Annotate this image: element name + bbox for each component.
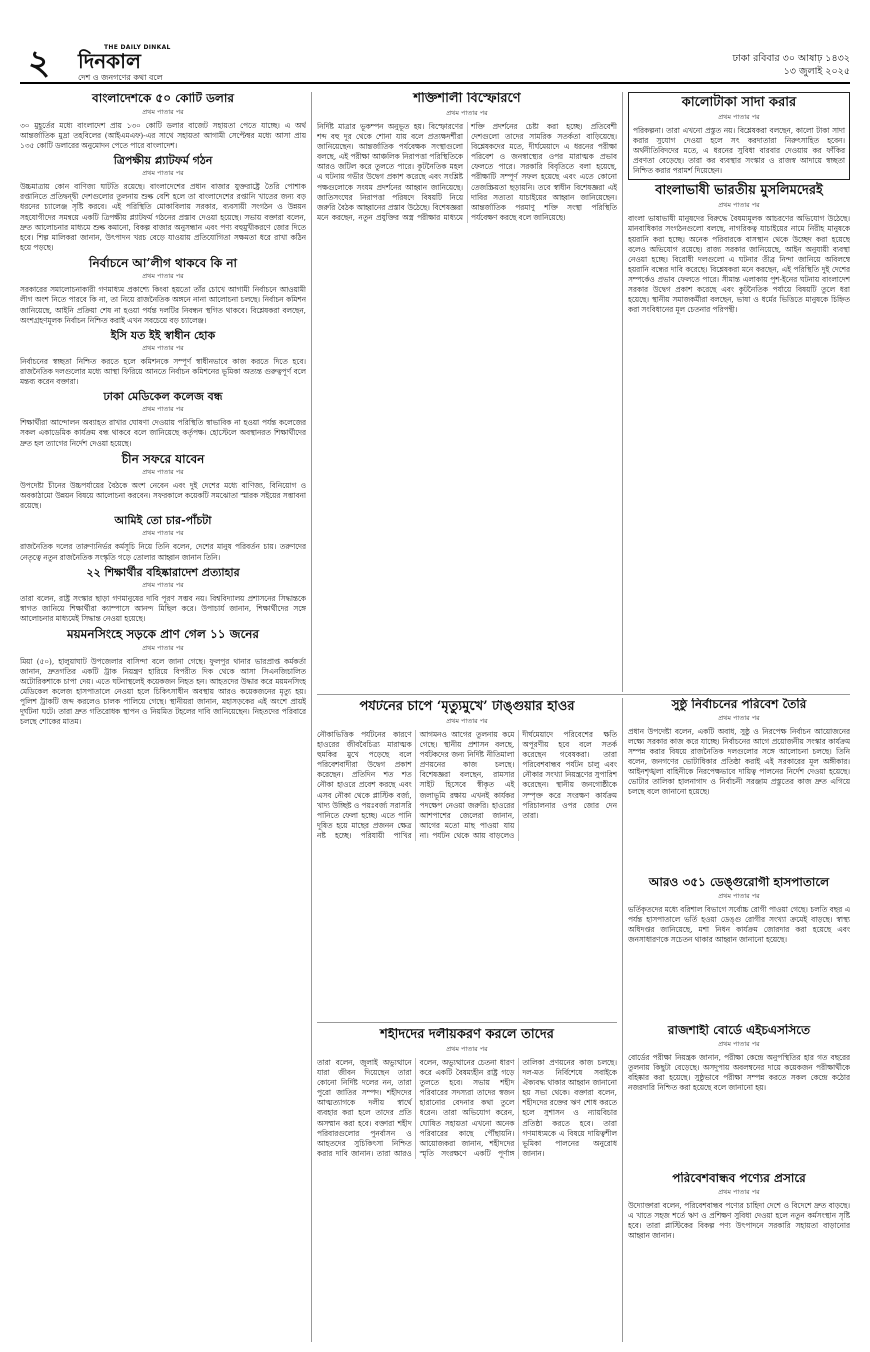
dateline	[733, 52, 850, 78]
byline: প্রথম পাতার পর	[446, 1044, 488, 1053]
byline: প্রথম পাতার পর	[446, 716, 488, 725]
byline: প্রথম পাতার পর	[142, 169, 184, 178]
article-bengali-muslims	[628, 184, 850, 315]
date-bengali: ঢাকা রবিবার ৩০ আষাঢ় ১৪৩২	[732, 53, 850, 64]
article-body: প্রধান উপদেষ্টা বলেন, একটি অবাধ, সুষ্ঠু ও নিরপেক্ষ নির্বাচন আয়োজনের লক্ষ্যে সরকার কাজ করে যাচ্ছে। নির্বাচনের আগে প্রয়োজনীয় সংস্কার কার্যক্রম সম্পন্ন করার বিষয়ে রাজনৈতিক দলগুলোর সঙ্গে আলোচনা চলছে। তিনি বলেন, জনগণের ভোটাধিকার প্রতিষ্ঠা করাই এই সরকারের মূল অঙ্গীকার। আইনশৃঙ্খলা বাহিনীকে নিরপেক্ষভাবে দায়িত্ব পালনের নির্দেশ দেওয়া হয়েছে। ভোটার তালিকা হালনাগাদ ও নির্বাচনী সরঞ্জাম প্রস্তুতের কাজ দ্রুত এগিয়ে চলছে বলে জানানো হয়েছে।	[628, 726, 850, 797]
masthead	[20, 44, 850, 84]
byline: প্রথম পাতার পর	[142, 405, 184, 414]
subhead: চীন সফরে যাবেন	[121, 451, 205, 466]
article-tripartite-platform	[20, 154, 306, 253]
article-body: নির্বাচনের স্বচ্ছতা নিশ্চিত করতে হলে কমিশনকে সম্পূর্ণ স্বাধীনভাবে কাজ করতে দিতে হবে। রাজনৈতিক দলগুলোর মধ্যে আস্থা ফিরিয়ে আনতে নির্বাচন কমিশনের ভূমিকা অত্যন্ত গুরুত্বপূর্ণ বলে মন্তব্য করেন বক্তারা।	[20, 356, 306, 387]
article-body: নৌকাভিত্তিক পর্যটনের কারণে হাওরের জীববৈচিত্র্য মারাত্মক হুমকির মুখে পড়েছে বলে পরিবেশবাদীরা উদ্বেগ প্রকাশ করেছেন। প্রতিদিন শত শত নৌকা হাওরে প্রবেশ করছে এবং এসব নৌকা থেকে প্লাস্টিক বর্জ্য, খাদ্য উচ্ছিষ্ট ও পয়ঃবর্জ্য সরাসরি পানিতে ফেলা হচ্ছে। এতে পানি দূষিত হয়ে মাছের প্রজনন ক্ষেত্র নষ্ট হচ্ছে। পরিযায়ী পাখির আগমনও আগের তুলনায় কমে গেছে। স্থানীয় প্রশাসন বলছে, পর্যটকদের জন্য নির্দিষ্ট নীতিমালা প্রণয়নের কাজ চলছে। বিশেষজ্ঞরা বলছেন, রামসার সাইট হিসেবে স্বীকৃত এই জলাভূমি রক্ষায় এখনই কার্যকর পদক্ষেপ নেওয়া জরুরি। হাওরের আশপাশের জেলেরা জানান, আগের মতো মাছ পাওয়া যায় না। পর্যটন থেকে আয় বাড়লেও দীর্ঘমেয়াদে পরিবেশের ক্ষতি অপূরণীয় হবে বলে সতর্ক করেছেন গবেষকরা। তারা পরিবেশবান্ধব পর্যটন চালু এবং নৌকার সংখ্যা নিয়ন্ত্রণের সুপারিশ করেছেন। স্থানীয় জনগোষ্ঠীকে সম্পৃক্ত করে সংরক্ষণ কার্যক্রম পরিচালনার ওপর জোর দেন তারা।	[317, 729, 617, 840]
column-divider	[311, 92, 312, 1342]
article-body: তারা বলেন, রাষ্ট্র সংস্কার ছাড়া গণমানুষের দাবি পূরণ সম্ভব নয়। বিশ্ববিদ্যালয় প্রশাসনের সিদ্ধান্তকে স্বাগত জানিয়ে শিক্ষার্থীরা ক্যাম্পাসে আনন্দ মিছিল করে। উপাচার্য জানান, শিক্ষার্থীদের সঙ্গে আলোচনার মাধ্যমেই সিদ্ধান্ত নেওয়া হয়েছে।	[20, 593, 306, 624]
right-column	[628, 92, 850, 692]
subhead: আমিই তো চার-পাঁচটা	[114, 514, 212, 528]
article-tanguar-haor	[317, 700, 617, 1020]
article-independent	[20, 329, 306, 387]
article-body: তারা বলেন, জুলাই অভ্যুত্থানে যারা জীবন দিয়েছেন তারা কোনো নির্দিষ্ট দলের নন, তারা পুরো জাতির সম্পদ। শহীদদের আত্মত্যাগকে দলীয় স্বার্থে ব্যবহার করা হলে তাদের প্রতি অসম্মান করা হবে। বক্তারা শহীদ পরিবারগুলোর পুনর্বাসন ও আহতদের সুচিকিৎসা নিশ্চিত করার দাবি জানান। তারা আরও বলেন, অভ্যুত্থানের চেতনা ধারণ করে একটি বৈষম্যহীন রাষ্ট্র গড়ে তুলতে হবে। সভায় শহীদ পরিবারের সদস্যরা তাদের স্বজন হারানোর বেদনার কথা তুলে ধরেন। তারা অভিযোগ করেন, ঘোষিত সহায়তা এখনো অনেক পরিবারের কাছে পৌঁছায়নি। আয়োজকরা জানান, শহীদদের স্মৃতি সংরক্ষণে একটি পূর্ণাঙ্গ তালিকা প্রণয়নের কাজ চলছে। দল-মত নির্বিশেষে সবাইকে ঐক্যবদ্ধ থাকার আহ্বান জানানো হয় সভা থেকে। বক্তারা বলেন, শহীদদের রক্তের ঋণ শোধ করতে হলে সুশাসন ও ন্যায়বিচার প্রতিষ্ঠা করতে হবে। তারা গণমাধ্যমকে এ বিষয়ে দায়িত্বশীল ভূমিকা পালনের অনুরোধ জানান।	[317, 1057, 617, 1158]
byline: প্রথম পাতার পর	[446, 108, 488, 117]
byline: প্রথম পাতার পর	[142, 107, 184, 116]
article-body: রাজনৈতিক দলের তারুণ্যনির্ভর কর্মসূচি নিয়ে তিনি বলেন, দেশের মানুষ পরিবর্তন চায়। তরুণদের নেতৃত্বে নতুন রাজনৈতিক সংস্কৃতি গড়ে তোলার আহ্বান জানান তিনি।	[20, 542, 306, 562]
article-body: নির্দিষ্ট মাত্রার ভূকম্পন অনুভূত হয়। বিস্ফোরণের শব্দ বহু দূর থেকে শোনা যায় বলে প্রত্যক্ষদর্শীরা জানিয়েছেন। আন্তর্জাতিক পর্যবেক্ষক সংস্থাগুলো বলছে, এই পরীক্ষা আঞ্চলিক নিরাপত্তা পরিস্থিতিকে আরও জটিল করে তুলতে পারে। কূটনৈতিক মহল এ ঘটনায় গভীর উদ্বেগ প্রকাশ করেছে এবং সংশ্লিষ্ট পক্ষগুলোকে সংযম প্রদর্শনের আহ্বান জানিয়েছে। জাতিসংঘের নিরাপত্তা পরিষদে বিষয়টি নিয়ে জরুরি বৈঠক আহ্বানের প্রস্তাব উঠেছে। বিশেষজ্ঞরা মনে করছেন, নতুন প্রযুক্তির অস্ত্র পরীক্ষার মাধ্যমে শক্তি প্রদর্শনের চেষ্টা করা হচ্ছে। প্রতিবেশী দেশগুলো তাদের সামরিক সতর্কতা বাড়িয়েছে। বিশ্লেষকদের মতে, দীর্ঘমেয়াদে এ ধরনের পরীক্ষা পরিবেশ ও জনস্বাস্থ্যের ওপর মারাত্মক প্রভাব ফেলতে পারে। সরকারি বিবৃতিতে বলা হয়েছে, পরীক্ষাটি সম্পূর্ণ সফল হয়েছে এবং এতে কোনো তেজস্ক্রিয়তা ছড়ায়নি। তবে স্বাধীন বিশেষজ্ঞরা এই দাবির সত্যতা যাচাইয়ের আহ্বান জানিয়েছেন। আন্তর্জাতিক পরমাণু শক্তি সংস্থা পরিস্থিতি পর্যবেক্ষণ করছে বলে জানিয়েছে।	[317, 121, 617, 222]
article-body: ভর্তিকৃতদের মধ্যে বরিশাল বিভাগে সর্বোচ্চ রোগী পাওয়া গেছে। চলতি বছর এ পর্যন্ত হাসপাতালে ভর্তি হওয়া ডেঙ্গু রোগীর সংখ্যা ক্রমেই বাড়ছে। স্বাস্থ্য অধিদপ্তর জানিয়েছে, মশা নিধন কার্যক্রম জোরদার করা হয়েছে এবং জনসাধারণকে সচেতন থাকার আহ্বান জানানো হয়েছে।	[628, 904, 850, 945]
article-body: সরকারের সমালোচনাকারী গণমাধ্যম প্রকাশ্যে কিংবা হয়তো তাঁর চোখে আগামী নির্বাচনে আওয়ামী লীগ অংশ নিতে পারবে কি না, তা নিয়ে রাজনৈতিক অঙ্গনে নানা আলোচনা চলছে। নির্বাচন কমিশন জানিয়েছে, আইনি প্রক্রিয়া শেষ না হওয়া পর্যন্ত দলটির নিবন্ধন স্থগিত থাকবে। বিশ্লেষকরা বলছেন, অংশগ্রহণমূলক নির্বাচন নিশ্চিত করাই এখন সবচেয়ে বড় চ্যালেঞ্জ।	[20, 285, 306, 325]
subhead: ত্রিপক্ষীয় প্ল্যাটফর্ম গঠন	[113, 154, 213, 168]
article-powerful-explosion	[317, 92, 617, 692]
byline: প্রথম পাতার পর	[142, 580, 184, 589]
article-awami-league-election	[20, 256, 306, 326]
section-divider	[317, 694, 850, 695]
headline: শক্তিশালী বিস্ফোরণে	[413, 92, 521, 106]
subhead: ইসি যত ইই স্বাধীন হোক	[110, 328, 216, 342]
headline: রাজশাহী বোর্ডে এইচএসসিতে	[667, 1024, 811, 1037]
byline: প্রথম পাতার পর	[718, 112, 760, 121]
section-divider	[317, 1022, 617, 1023]
logo-english: THE DAILY DINKAL	[104, 44, 171, 51]
column-divider	[622, 698, 623, 1342]
article-black-money	[628, 92, 850, 180]
article-body: ৩০ মুহূর্তের মধ্যে বাংলাদেশ প্রায় ১৩০ কোটি ডলার বাজেট সহায়তা পেতে যাচ্ছে। এ অর্থ আন্তর্জাতিক মুদ্রা তহবিলের (আইএমএফ)-এর সাথে সহায়তা আগামী সেপ্টেম্বর মধ্যে আসা প্রায় ১৩৫ কোটি ডলারের অনুমোদন পেতে পারে বাংলাদেশ।	[20, 120, 306, 150]
article-rajshahi-board	[628, 1024, 850, 1164]
article-dengue	[628, 876, 850, 1016]
left-column	[20, 92, 306, 1342]
date-english: ১৩ জুলাই ২০২৫	[783, 66, 850, 77]
article-body: উদ্যোক্তারা বলেন, পরিবেশবান্ধব পণ্যের চাহিদা দেশে ও বিদেশে দ্রুত বাড়ছে। এ খাতে সহজ শর্তে ঋণ ও প্রশিক্ষণ সুবিধা দেওয়া হলে নতুন কর্মসংস্থান সৃষ্টি হবে। তারা প্লাস্টিকের বিকল্প পণ্য উৎপাদনে সরকারি সহায়তা বাড়ানোর আহ্বান জানান।	[628, 1200, 850, 1241]
headline: আরও ৩৫১ ডেঙ্গুরোগী হাসপাতালে	[648, 876, 830, 889]
byline: প্রথম পাতার পর	[718, 1187, 760, 1196]
headline: পরিবেশবান্ধব পণ্যের প্রসারে	[672, 1172, 806, 1185]
article-martyrs	[317, 1028, 617, 1342]
headline: সুষ্ঠু নির্বাচনের পরিবেশ তৈরি	[671, 698, 807, 711]
byline: প্রথম পাতার পর	[142, 529, 184, 538]
byline: প্রথম পাতার পর	[718, 201, 760, 210]
article-body: বাংলা ভাষাভাষী মানুষদের বিরুদ্ধে বৈষম্যমূলক আচরণের অভিযোগ উঠেছে। মানবাধিকার সংগঠনগুলো বলছে, নাগরিকত্ব যাচাইয়ের নামে নিরীহ মানুষকে হয়রানি করা হচ্ছে। অনেক পরিবারকে বাসস্থান থেকে উচ্ছেদ করা হয়েছে বলেও অভিযোগ রয়েছে। রাজ্য সরকার জানিয়েছে, আইন অনুযায়ী ব্যবস্থা নেওয়া হচ্ছে। বিরোধী দলগুলো এ ঘটনার তীব্র নিন্দা জানিয়ে অবিলম্বে হয়রানি বন্ধের দাবি করেছে। বিশ্লেষকরা মনে করছেন, এই পরিস্থিতি দুই দেশের সম্পর্কেও প্রভাব ফেলতে পারে। সীমান্ত এলাকায় পুশ-ইনের ঘটনায় বাংলাদেশ সরকার উদ্বেগ প্রকাশ করেছে এবং কূটনৈতিক পর্যায়ে বিষয়টি তুলে ধরা হয়েছে। স্থানীয় সমাজকর্মীরা বলছেন, ভাষা ও ধর্মের ভিত্তিতে মানুষকে চিহ্নিত করা সংবিধানের মূল চেতনার পরিপন্থী।	[628, 214, 850, 315]
byline: প্রথম পাতার পর	[142, 272, 184, 281]
article-education	[20, 566, 306, 624]
article-body: মিয়া (৫০), হালুয়াঘাট উপজেলার বাসিন্দা বলে জানা গেছে। ফুলপুর থানার ভারপ্রাপ্ত কর্মকর্তা জানান, দ্রুতগতির একটি ট্রাক নিয়ন্ত্রণ হারিয়ে বিপরীত দিক থেকে আসা সিএনজিচালিত অটোরিকশাকে চাপা দেয়। এতে ঘটনাস্থলেই কয়েকজন নিহত হন। আহতদের উদ্ধার করে ময়মনসিংহ মেডিকেল কলেজ হাসপাতালে নেওয়া হলে চিকিৎসাধীন অবস্থায় আরও কয়েকজনের মৃত্যু হয়। পুলিশ ট্রাকটি জব্দ করলেও চালক পালিয়ে গেছে। স্থানীয়রা জানান, মহাসড়কের এই অংশে প্রায়ই দুর্ঘটনা ঘটে। তারা দ্রুত গতিরোধক স্থাপন ও নিয়মিত টহলের দাবি জানিয়েছেন। নিহতদের পরিবারে চলছে শোকের মাতম।	[20, 656, 306, 727]
column-divider	[622, 92, 623, 692]
subhead: ২২ শিক্ষার্থীর বহিষ্কারাদেশ প্রত্যাহার	[86, 565, 240, 579]
slogan: দেশ ও জনগণের কথা বলে	[78, 73, 163, 82]
article-dhaka-medical	[20, 390, 306, 448]
headline: কালোটাকা সাদা করার	[681, 95, 797, 110]
subhead: ঢাকা মেডিকেল কলেজ বন্ধ	[103, 390, 223, 404]
byline: প্রথম পাতার পর	[142, 343, 184, 352]
article-bangladesh-50m	[20, 92, 306, 151]
subhead: নির্বাচনে আ’লীগ থাকবে কি না	[89, 255, 237, 270]
article-body: পরিকল্পনা। তারা এখনো প্রস্তুত নয়। বিশ্লেষকরা বলছেন, কালো টাকা সাদা করার সুযোগ দেওয়া হলে সৎ করদাতারা নিরুৎসাহিত হবেন। অর্থনীতিবিদদের মতে, এ ধরনের সুবিধা বারবার দেওয়ায় কর ফাঁকির প্রবণতা বেড়েছে। তারা কর ব্যবস্থার সংস্কার ও রাজস্ব আদায়ে স্বচ্ছতা নিশ্চিত করার পরামর্শ দিয়েছেন।	[633, 125, 845, 176]
article-body: বোর্ডের পরীক্ষা নিয়ন্ত্রক জানান, পরীক্ষা কেন্দ্রে অনুপস্থিতির হার গত বছরের তুলনায় কিছুটা বেড়েছে। অসদুপায় অবলম্বনের দায়ে কয়েকজন পরীক্ষার্থীকে বহিষ্কার করা হয়েছে। সুষ্ঠুভাবে পরীক্ষা সম্পন্ন করতে সকল কেন্দ্রে কঠোর নজরদারি নিশ্চিত করা হয়েছে বলে জানানো হয়।	[628, 1052, 850, 1093]
headline: পর্যটনের চাপে ‘মৃত্যুমুখে’ টাঙ্গুয়ার হাওর	[359, 700, 575, 714]
article-mymensingh-accident	[20, 627, 306, 727]
byline: প্রথম পাতার পর	[142, 468, 184, 477]
logo-bengali: দিনকাল	[78, 49, 141, 73]
article-body: উচ্চমাত্রায় কোন বাণিজ্য ঘাটতি রয়েছে। বাংলাদেশের প্রধান বাজার যুক্তরাষ্ট্রে তৈরি পোশাক রপ্তানিতে প্রতিদ্বন্দ্বী দেশগুলোর তুলনায় শুল্ক বেশি হলে তা বাংলাদেশের রপ্তানি খাতের জন্য বড় ধরনের চ্যালেঞ্জ সৃষ্টি করবে। এই পরিস্থিতি মোকাবিলায় সরকার, ব্যবসায়ী সংগঠন ও উন্নয়ন সহযোগীদের সমন্বয়ে একটি ত্রিপক্ষীয় প্ল্যাটফর্ম গঠনের প্রস্তাব দেওয়া হয়েছে। সভায় বক্তারা বলেন, দ্রুত আলোচনার মাধ্যমে শুল্ক কমানো, বিকল্প বাজার অনুসন্ধান এবং পণ্য বহুমুখীকরণে জোর দিতে হবে। শিল্প মালিকরা জানান, উৎপাদন খরচ বেড়ে যাওয়ায় প্রতিযোগিতা সক্ষমতা ধরে রাখা কঠিন হয়ে পড়ছে।	[20, 182, 306, 252]
subhead: ময়মনসিংহে সড়কে প্রাণ গেল ১১ জনের	[66, 627, 260, 642]
article-fair-election	[628, 698, 850, 868]
article-body: উপদেষ্টা চীনের উচ্চপর্যায়ের বৈঠকে অংশ নেবেন এবং দুই দেশের মধ্যে বাণিজ্য, বিনিয়োগ ও অবকাঠামো উন্নয়ন বিষয়ে আলোচনা করবেন। সফরকালে কয়েকটি সমঝোতা স্মারক সইয়ের সম্ভাবনা রয়েছে।	[20, 481, 306, 511]
article-body: শিক্ষার্থীরা আন্দোলন অব্যাহত রাখার ঘোষণা দেওয়ায় পরিস্থিতি স্বাভাবিক না হওয়া পর্যন্ত কলেজের সকল একাডেমিক কার্যক্রম বন্ধ থাকবে বলে জানিয়েছে কর্তৃপক্ষ। হোস্টেলে অবস্থানরত শিক্ষার্থীদের দ্রুত হল ত্যাগের নির্দেশ দেওয়া হয়েছে।	[20, 418, 306, 448]
article-eco-products	[628, 1172, 850, 1342]
page-number: ২	[28, 43, 51, 83]
headline: শহীদদের দলীয়করণ করলে তাদের	[380, 1028, 554, 1042]
article-china-visit	[20, 452, 306, 512]
byline: প্রথম পাতার পর	[718, 1039, 760, 1048]
article-ami-to	[20, 514, 306, 562]
byline: প্রথম পাতার পর	[142, 643, 184, 652]
byline: প্রথম পাতার পর	[718, 713, 760, 722]
headline: বাংলাভাষী ভারতীয় মুসলিমদেরই	[655, 183, 823, 199]
byline: প্রথম পাতার পর	[718, 891, 760, 900]
headline: বাংলাদেশকে ৫০ কোটি ডলার	[92, 92, 234, 105]
